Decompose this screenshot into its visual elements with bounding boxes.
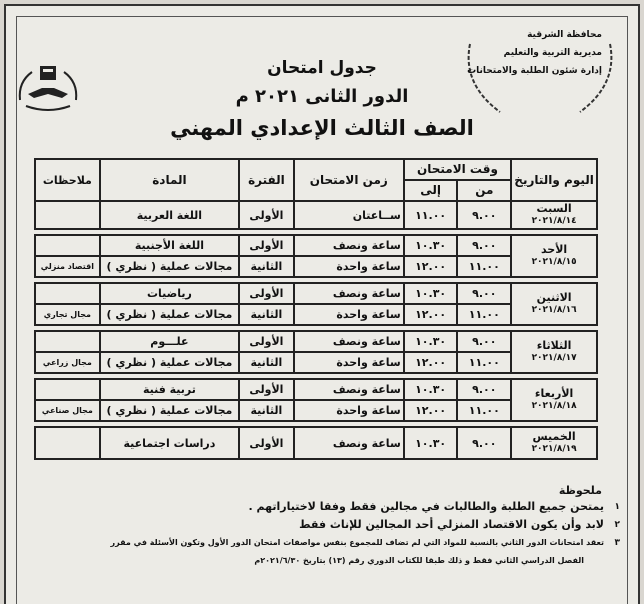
header-duration: زمن الامتحان: [294, 159, 404, 201]
exam-schedule-table: [34, 158, 598, 460]
day-date: ٢٠٢١/٨/١٤: [531, 216, 577, 226]
day-cell: [511, 283, 597, 325]
time-to: ١١.٠٠: [404, 201, 458, 229]
header-day: اليوم والتاريخ: [511, 159, 597, 201]
day-date: ٢٠٢١/٨/١٥: [531, 257, 577, 267]
header-time: وقت الامتحان: [404, 159, 511, 180]
day-name: الثلاثاء: [536, 339, 572, 352]
time-from: ١١.٠٠: [457, 352, 511, 373]
day-name: الاثنين: [536, 291, 572, 304]
note-number: ٢: [614, 520, 620, 530]
subject: اللغة العربية: [100, 201, 239, 229]
note-number: ٣: [614, 538, 620, 548]
subject: مجالات عملية ( نظري ): [100, 304, 239, 325]
day-date: ٢٠٢١/٨/١٨: [531, 401, 577, 411]
time-to: ١٢.٠٠: [404, 352, 458, 373]
day-date: ٢٠٢١/٨/١٩: [531, 444, 577, 454]
grade-title: الصف الثالث الإعدادي المهني: [170, 116, 474, 140]
duration: ساعة ونصف: [294, 283, 404, 304]
header-subject: المادة: [100, 159, 239, 201]
day-cell: [511, 331, 597, 373]
period: الأولى: [239, 283, 294, 304]
seal-directorate: مديرية التربية والتعليم: [503, 48, 602, 58]
note-text: تعقد امتحانات الدور الثاني بالنسبة للمواد التي لم تضاف للمجموع بنفس مواصفات امتحان الدور الأول وتكون الأسئلة في مقرر: [110, 538, 604, 547]
day-cell: [511, 427, 597, 459]
note-text: يمتحن جميع الطلبة والطالبات في مجالين فقط وفقا لاختياراتهم .: [248, 500, 604, 513]
day-name: الأحد: [540, 243, 568, 256]
subject: مجالات عملية ( نظري ): [100, 256, 239, 277]
time-to: ١٠.٣٠: [404, 283, 458, 304]
subject: اللغة الأجنبية: [100, 235, 239, 256]
period: الأولى: [239, 379, 294, 400]
time-from: ١١.٠٠: [457, 256, 511, 277]
note: [35, 379, 100, 400]
note: [35, 283, 100, 304]
note: [35, 235, 100, 256]
day-cell: [511, 201, 597, 229]
notes-title: ملحوظة: [558, 484, 602, 497]
table-row: [35, 379, 597, 400]
subject: رياضيات: [100, 283, 239, 304]
period: الثانية: [239, 400, 294, 421]
subject: دراسات اجتماعية: [100, 427, 239, 459]
day-name: الأربعاء: [534, 387, 574, 400]
note: مجال صناعي: [35, 400, 100, 421]
table-row: [35, 283, 597, 304]
period: الثانية: [239, 256, 294, 277]
duration: ساعة واحدة: [294, 256, 404, 277]
subject: علـــوم: [100, 331, 239, 352]
period: الثانية: [239, 304, 294, 325]
period: الأولى: [239, 427, 294, 459]
note: [35, 427, 100, 459]
time-to: ١٠.٣٠: [404, 235, 458, 256]
day-date: ٢٠٢١/٨/١٦: [531, 305, 577, 315]
time-to: ١٢.٠٠: [404, 304, 458, 325]
day-name: السبت: [536, 202, 572, 215]
subject: مجالات عملية ( نظري ): [100, 352, 239, 373]
period: الثانية: [239, 352, 294, 373]
note: [35, 201, 100, 229]
subject: مجالات عملية ( نظري ): [100, 400, 239, 421]
duration: ساعة ونصف: [294, 235, 404, 256]
duration: ساعة ونصف: [294, 331, 404, 352]
time-from: ٩.٠٠: [457, 379, 511, 400]
duration: ساعة واحدة: [294, 304, 404, 325]
exam-round: الدور الثانى ٢٠٢١ م: [235, 86, 409, 107]
header-to: إلى: [404, 180, 458, 201]
duration: ساعة ونصف: [294, 379, 404, 400]
header-period: الفترة: [239, 159, 294, 201]
period: الأولى: [239, 201, 294, 229]
duration: ساعة ونصف: [294, 427, 404, 459]
table-row: [35, 235, 597, 256]
time-from: ٩.٠٠: [457, 331, 511, 352]
period: الأولى: [239, 235, 294, 256]
time-to: ١٠.٣٠: [404, 427, 458, 459]
table-row: [35, 331, 597, 352]
note-number: ١: [614, 502, 620, 512]
time-from: ٩.٠٠: [457, 427, 511, 459]
time-from: ١١.٠٠: [457, 304, 511, 325]
note: مجال زراعي: [35, 352, 100, 373]
day-date: ٢٠٢١/٨/١٧: [531, 353, 577, 363]
header-from: من: [457, 180, 511, 201]
table-row: [35, 427, 597, 459]
time-from: ٩.٠٠: [457, 201, 511, 229]
time-from: ١١.٠٠: [457, 400, 511, 421]
duration: ســاعتان: [294, 201, 404, 229]
duration: ساعة واحدة: [294, 400, 404, 421]
note-text: لابد وأن يكون الاقتصاد المنزلي أحد المجالين للإناث فقط: [299, 518, 604, 531]
note: مجال تجاري: [35, 304, 100, 325]
page-title: جدول امتحان: [267, 58, 377, 78]
seal-administration: إدارة شئون الطلبة والامتحانات: [467, 66, 602, 76]
note: [35, 331, 100, 352]
note: اقتصاد منزلي: [35, 256, 100, 277]
subject: تربية فنية: [100, 379, 239, 400]
time-to: ١٢.٠٠: [404, 256, 458, 277]
time-to: ١٠.٣٠: [404, 331, 458, 352]
header-notes: ملاحظات: [35, 159, 100, 201]
table-row: [35, 201, 597, 229]
time-from: ٩.٠٠: [457, 235, 511, 256]
day-name: الخميس: [532, 430, 576, 443]
time-from: ٩.٠٠: [457, 283, 511, 304]
day-cell: [511, 379, 597, 421]
day-cell: [511, 235, 597, 277]
time-to: ١٠.٣٠: [404, 379, 458, 400]
time-to: ١٢.٠٠: [404, 400, 458, 421]
period: الأولى: [239, 331, 294, 352]
seal-governorate: محافظة الشرقية: [527, 30, 602, 40]
duration: ساعة واحدة: [294, 352, 404, 373]
note-text: الفصل الدراسي الثاني فقط و ذلك طبقا للكتاب الدوري رقم (١٣) بتاريخ ٢٠٢١/٦/٣٠م: [254, 556, 584, 565]
